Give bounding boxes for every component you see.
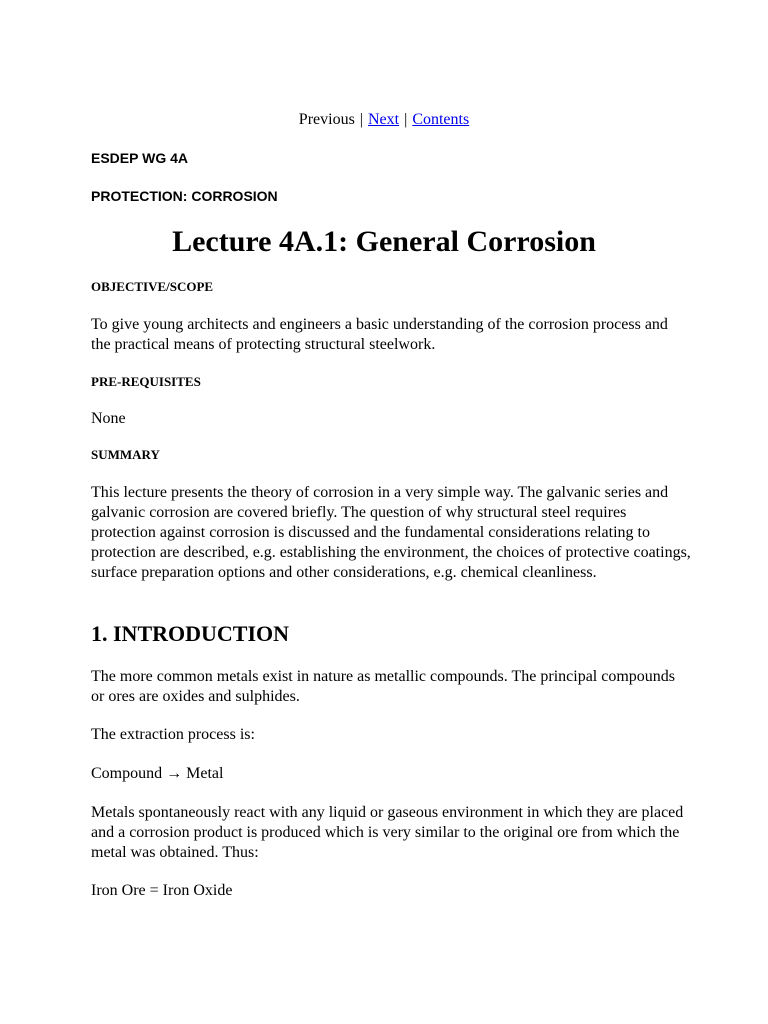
navigation-bar xyxy=(91,110,677,130)
working-group-label: ESDEP WG 4A xyxy=(91,150,188,166)
contents-link[interactable]: Contents xyxy=(412,111,470,128)
summary-text: This lecture presents the theory of corrosion in a very simple way. The galvanic series and galvanic corrosion are covered briefly. The question of why structural steel requires protection against corrosion is discussed and the fundamental considerations relating to protection are described, e.g. establishing the environment, the choices of protective coatings, surface preparation options and other considerations, e.g. chemical cleanliness. xyxy=(91,484,691,581)
prerequisites-heading: PRE-REQUISITES xyxy=(91,374,201,389)
summary-heading: SUMMARY xyxy=(91,447,160,462)
nav-separator: | xyxy=(359,111,363,128)
intro-equation: Iron Ore = Iron Oxide xyxy=(91,882,233,899)
nav-separator: | xyxy=(404,111,408,128)
intro-paragraph-3: Metals spontaneously react with any liquid or gaseous environment in which they are placed and a corrosion product is produced which is very similar to the original ore from which the metal was obtained. Thus: xyxy=(91,804,684,861)
intro-paragraph-1: The more common metals exist in nature as metallic compounds. The principal compounds or ores are oxides and sulphides. xyxy=(91,668,676,705)
objective-heading: OBJECTIVE/SCOPE xyxy=(91,279,214,294)
intro-formula: Compound → Metal xyxy=(91,765,224,782)
topic-label: PROTECTION: CORROSION xyxy=(91,188,278,204)
objective-text: To give young architects and engineers a basic understanding of the corrosion process and the practical means of protecting structural steelwork. xyxy=(91,316,668,353)
prerequisites-text: None xyxy=(91,410,126,427)
next-link[interactable]: Next xyxy=(368,111,400,128)
previous-label: Previous xyxy=(298,111,355,128)
introduction-heading: 1. INTRODUCTION xyxy=(91,621,290,646)
page-title: Lecture 4A.1: General Corrosion xyxy=(172,225,596,258)
intro-paragraph-2: The extraction process is: xyxy=(91,726,255,743)
